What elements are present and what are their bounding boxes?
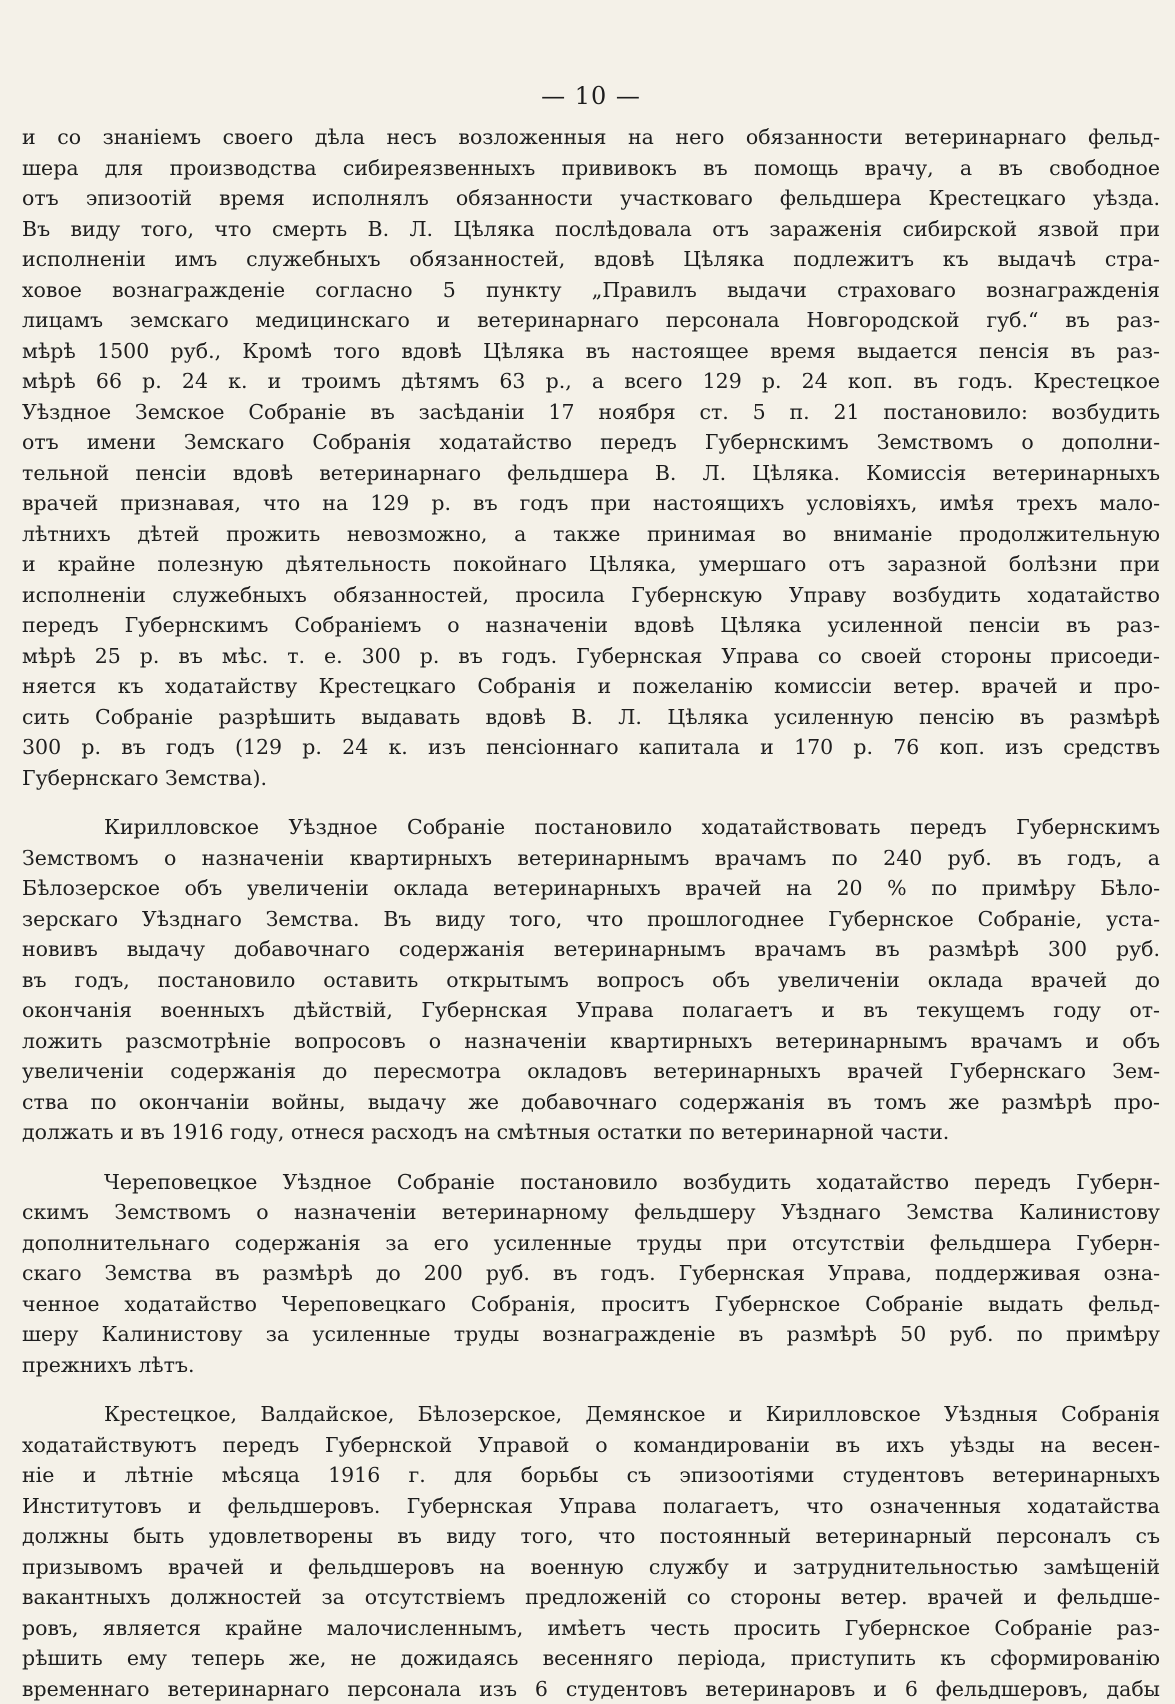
text-line: тельной пенсіи вдовѣ ветеринарнаго фельдшера В. Л. Цѣляка. Комиссія ветеринарныхъ: [22, 458, 1160, 489]
text-line: Бѣлозерское объ увеличеніи оклада ветеринарныхъ врачей на 20 % по примѣру Бѣло-: [22, 873, 1160, 904]
text-line: исполненіи служебныхъ обязанностей, просила Губернскую Управу возбудить ходатайство: [22, 580, 1160, 611]
text-line: мѣрѣ 66 р. 24 к. и троимъ дѣтямъ 63 р., а всего 129 р. 24 коп. въ годъ. Крестецкое: [22, 366, 1160, 397]
paragraph: [22, 812, 1160, 1148]
text-line: призывомъ врачей и фельдшеровъ на военную службу и затруднительностью замѣщеній: [22, 1552, 1160, 1583]
text-line: и со знаніемъ своего дѣла несъ возложенныя на него обязанности ветеринарнаго фельд-: [22, 122, 1160, 153]
text-line: прежнихъ лѣтъ.: [22, 1350, 1160, 1381]
body-text: [22, 122, 1160, 1704]
text-line: ченное ходатайство Череповецкаго Собранія, проситъ Губернское Собраніе выдать фельд-: [22, 1289, 1160, 1320]
paragraph: [22, 1399, 1160, 1704]
text-line: Губернскаго Земства).: [22, 763, 1160, 794]
text-line: шеру Калинистову за усиленные труды вознагражденіе въ размѣрѣ 50 руб. по примѣру: [22, 1319, 1160, 1350]
text-line: лицамъ земскаго медицинскаго и ветеринарнаго персонала Новгородской губ.“ въ раз-: [22, 305, 1160, 336]
text-line: ровъ, является крайне малочисленнымъ, имѣетъ честь просить Губернское Собраніе раз-: [22, 1613, 1160, 1644]
text-line: 300 р. въ годъ (129 р. 24 к. изъ пенсіоннаго капитала и 170 р. 76 коп. изъ средствъ: [22, 732, 1160, 763]
text-line: ства по окончаніи войны, выдачу же добавочнаго содержанія въ томъ же размѣрѣ про-: [22, 1087, 1160, 1118]
text-line: должны быть удовлетворены въ виду того, что постоянный ветеринарный персоналъ съ: [22, 1521, 1160, 1552]
paragraph: [22, 122, 1160, 793]
text-line: скаго Земства въ размѣрѣ до 200 руб. въ годъ. Губернская Управа, поддерживая озна-: [22, 1258, 1160, 1289]
text-line: ложить разсмотрѣніе вопросовъ о назначеніи квартирныхъ ветеринарнымъ врачамъ и объ: [22, 1026, 1160, 1057]
text-line: лѣтнихъ дѣтей прожить невозможно, а также принимая во вниманіе продолжительную: [22, 519, 1160, 550]
text-line: мѣрѣ 1500 руб., Кромѣ того вдовѣ Цѣляка въ настоящее время выдается пенсія въ раз-: [22, 336, 1160, 367]
text-line: Череповецкое Уѣздное Собраніе постановило возбудить ходатайство передъ Губерн-: [22, 1167, 1160, 1198]
text-line: отъ эпизоотій время исполнялъ обязанности участковаго фельдшера Крестецкаго уѣзда.: [22, 183, 1160, 214]
text-line: шера для производства сибиреязвенныхъ прививокъ въ помощь врачу, а въ свободное: [22, 153, 1160, 184]
text-line: отъ имени Земскаго Собранія ходатайство передъ Губернскимъ Земствомъ о дополни-: [22, 427, 1160, 458]
text-line: и крайне полезную дѣятельность покойнаго Цѣляка, умершаго отъ заразной болѣзни при: [22, 549, 1160, 580]
text-line: ховое вознагражденіе согласно 5 пункту „Правилъ выдачи страховаго вознагражденія: [22, 275, 1160, 306]
text-line: скимъ Земствомъ о назначеніи ветеринарному фельдшеру Уѣзднаго Земства Калинистову: [22, 1197, 1160, 1228]
text-line: Кирилловское Уѣздное Собраніе постановило ходатайствовать передъ Губернскимъ: [22, 812, 1160, 843]
text-line: должать и въ 1916 году, отнеся расходъ на смѣтныя остатки по ветеринарной части.: [22, 1117, 1160, 1148]
text-line: исполненіи имъ служебныхъ обязанностей, вдовѣ Цѣляка подлежитъ къ выдачѣ стра-: [22, 244, 1160, 275]
text-line: Уѣздное Земское Собраніе въ засѣданіи 17 ноября ст. 5 п. 21 постановило: возбудить: [22, 397, 1160, 428]
text-line: въ годъ, постановило оставить открытымъ вопросъ объ увеличеніи оклада врачей до: [22, 965, 1160, 996]
text-line: мѣрѣ 25 р. въ мѣс. т. е. 300 р. въ годъ. Губернская Управа со своей стороны присоеди-: [22, 641, 1160, 672]
paragraph: [22, 1167, 1160, 1381]
text-line: Крестецкое, Валдайское, Бѣлозерское, Демянское и Кирилловское Уѣздныя Собранія: [22, 1399, 1160, 1430]
text-line: окончанія военныхъ дѣйствій, Губернская Управа полагаетъ и въ текущемъ году от-: [22, 995, 1160, 1026]
text-line: рѣшить ему теперь же, не дожидаясь весенняго періода, приступить къ сформированію: [22, 1643, 1160, 1674]
text-line: сить Собраніе разрѣшить выдавать вдовѣ В. Л. Цѣляка усиленную пенсію въ размѣрѣ: [22, 702, 1160, 733]
text-line: новивъ выдачу добавочнаго содержанія ветеринарнымъ врачамъ въ размѣрѣ 300 руб.: [22, 934, 1160, 965]
text-line: Въ виду того, что смерть В. Л. Цѣляка послѣдовала отъ зараженія сибирской язвой при: [22, 214, 1160, 245]
page-number: — 10 —: [22, 80, 1160, 112]
text-line: увеличеніи содержанія до пересмотра окладовъ ветеринарныхъ врачей Губернскаго Зем-: [22, 1056, 1160, 1087]
text-line: вакантныхъ должностей за отсутствіемъ предложеній со стороны ветер. врачей и фельдше-: [22, 1582, 1160, 1613]
text-line: ніе и лѣтніе мѣсяца 1916 г. для борьбы съ эпизоотіями студентовъ ветеринарныхъ: [22, 1460, 1160, 1491]
text-line: няется къ ходатайству Крестецкаго Собранія и пожеланію комиссіи ветер. врачей и про-: [22, 671, 1160, 702]
text-line: Земствомъ о назначеніи квартирныхъ ветеринарнымъ врачамъ по 240 руб. въ годъ, а: [22, 843, 1160, 874]
text-line: ходатайствуютъ передъ Губернской Управой о командированіи въ ихъ уѣзды на весен-: [22, 1430, 1160, 1461]
text-line: временнаго ветеринарнаго персонала изъ 6 студентовъ ветеринаровъ и 6 фельдшеровъ, дабы: [22, 1674, 1160, 1704]
text-line: зерскаго Уѣзднаго Земства. Въ виду того, что прошлогоднее Губернское Собраніе, уста-: [22, 904, 1160, 935]
text-line: дополнительнаго содержанія за его усиленные труды при отсутствіи фельдшера Губерн-: [22, 1228, 1160, 1259]
text-line: передъ Губернскимъ Собраніемъ о назначеніи вдовѣ Цѣляка усиленной пенсіи въ раз-: [22, 610, 1160, 641]
text-line: Институтовъ и фельдшеровъ. Губернская Управа полагаетъ, что означенныя ходатайства: [22, 1491, 1160, 1522]
text-line: врачей признавая, что на 129 р. въ годъ при настоящихъ условіяхъ, имѣя трехъ мало-: [22, 488, 1160, 519]
